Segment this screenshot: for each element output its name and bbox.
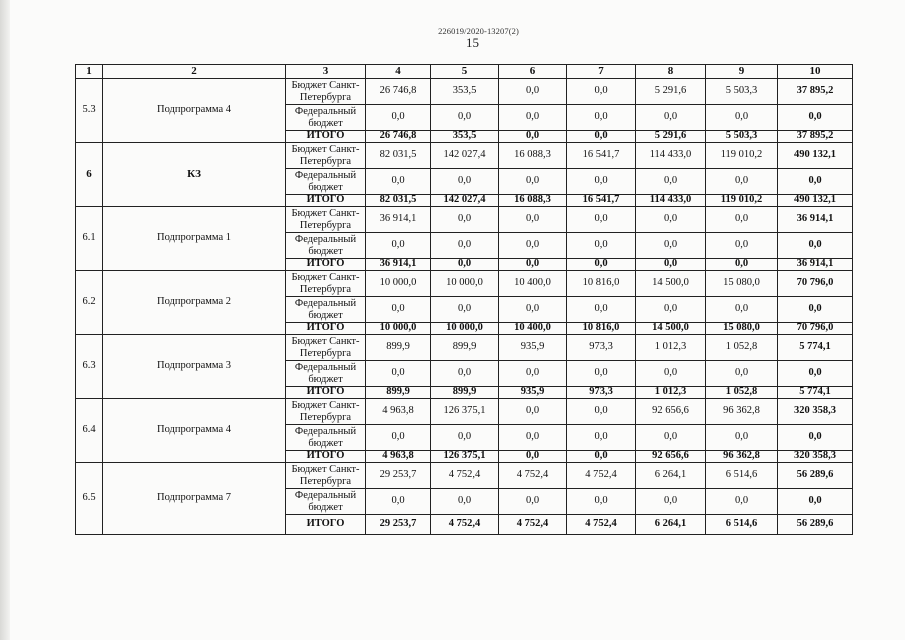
source-row [76, 463, 853, 489]
value-cell: 0,0 [431, 297, 499, 323]
funding-source: ИТОГО [286, 451, 366, 463]
value-cell: 0,0 [366, 233, 431, 259]
value-cell: 0,0 [706, 105, 778, 131]
value-cell: 0,0 [366, 297, 431, 323]
row-id: 6.5 [76, 463, 103, 535]
value-cell: 4 752,4 [499, 515, 567, 535]
value-cell: 0,0 [636, 259, 706, 271]
value-cell: 0,0 [567, 233, 636, 259]
value-cell: 6 514,6 [706, 515, 778, 535]
value-cell: 0,0 [567, 105, 636, 131]
value-cell: 1 012,3 [636, 335, 706, 361]
value-cell: 0,0 [499, 361, 567, 387]
funding-source: Бюджет Санкт-Петербурга [286, 399, 366, 425]
program-name: Подпрограмма 7 [103, 463, 286, 535]
value-cell: 0,0 [636, 233, 706, 259]
value-cell: 1 052,8 [706, 387, 778, 399]
total-cell: 490 132,1 [778, 195, 853, 207]
value-cell: 82 031,5 [366, 195, 431, 207]
value-cell: 0,0 [366, 169, 431, 195]
value-cell: 14 500,0 [636, 323, 706, 335]
total-cell: 37 895,2 [778, 79, 853, 105]
value-cell: 4 752,4 [567, 463, 636, 489]
value-cell: 0,0 [567, 297, 636, 323]
program-name: Подпрограмма 3 [103, 335, 286, 399]
value-cell: 114 433,0 [636, 143, 706, 169]
funding-source: Федеральный бюджет [286, 105, 366, 131]
value-cell: 4 752,4 [431, 515, 499, 535]
total-cell: 320 358,3 [778, 451, 853, 463]
value-cell: 0,0 [567, 259, 636, 271]
row-id: 6 [76, 143, 103, 207]
value-cell: 0,0 [567, 425, 636, 451]
value-cell: 935,9 [499, 387, 567, 399]
value-cell: 899,9 [366, 387, 431, 399]
program-name: Подпрограмма 2 [103, 271, 286, 335]
value-cell: 0,0 [706, 169, 778, 195]
total-cell: 0,0 [778, 297, 853, 323]
total-cell: 5 774,1 [778, 387, 853, 399]
value-cell: 26 746,8 [366, 79, 431, 105]
total-cell: 320 358,3 [778, 399, 853, 425]
value-cell: 899,9 [431, 387, 499, 399]
value-cell: 96 362,8 [706, 451, 778, 463]
value-cell: 36 914,1 [366, 207, 431, 233]
value-cell: 10 000,0 [366, 271, 431, 297]
program-name: Подпрограмма 4 [103, 399, 286, 463]
funding-source: Бюджет Санкт-Петербурга [286, 79, 366, 105]
value-cell: 0,0 [499, 399, 567, 425]
value-cell: 0,0 [499, 297, 567, 323]
value-cell: 0,0 [366, 425, 431, 451]
value-cell: 10 000,0 [431, 323, 499, 335]
value-cell: 0,0 [567, 451, 636, 463]
value-cell: 0,0 [567, 207, 636, 233]
value-cell: 0,0 [706, 425, 778, 451]
total-cell: 70 796,0 [778, 271, 853, 297]
value-cell: 114 433,0 [636, 195, 706, 207]
total-cell: 70 796,0 [778, 323, 853, 335]
value-cell: 6 514,6 [706, 463, 778, 489]
funding-source: Бюджет Санкт-Петербурга [286, 271, 366, 297]
value-cell: 0,0 [706, 489, 778, 515]
value-cell: 4 752,4 [499, 463, 567, 489]
value-cell: 36 914,1 [366, 259, 431, 271]
value-cell: 16 088,3 [499, 195, 567, 207]
program-name: Подпрограмма 1 [103, 207, 286, 271]
value-cell: 0,0 [431, 169, 499, 195]
value-cell: 0,0 [366, 489, 431, 515]
total-cell: 0,0 [778, 361, 853, 387]
value-cell: 6 264,1 [636, 515, 706, 535]
value-cell: 16 541,7 [567, 195, 636, 207]
value-cell: 0,0 [567, 399, 636, 425]
funding-source: Федеральный бюджет [286, 361, 366, 387]
total-cell: 0,0 [778, 105, 853, 131]
value-cell: 935,9 [499, 335, 567, 361]
value-cell: 0,0 [499, 131, 567, 143]
value-cell: 0,0 [499, 79, 567, 105]
value-cell: 973,3 [567, 387, 636, 399]
page-number: 15 [466, 35, 479, 50]
funding-source: Федеральный бюджет [286, 233, 366, 259]
funding-source: ИТОГО [286, 131, 366, 143]
value-cell: 10 816,0 [567, 323, 636, 335]
value-cell: 0,0 [499, 233, 567, 259]
value-cell: 126 375,1 [431, 399, 499, 425]
source-row [76, 399, 853, 425]
funding-source: Федеральный бюджет [286, 425, 366, 451]
value-cell: 96 362,8 [706, 399, 778, 425]
value-cell: 92 656,6 [636, 451, 706, 463]
column-number: 10 [778, 65, 853, 79]
value-cell: 10 400,0 [499, 323, 567, 335]
value-cell: 29 253,7 [366, 515, 431, 535]
total-cell: 0,0 [778, 425, 853, 451]
value-cell: 0,0 [431, 259, 499, 271]
funding-source: Бюджет Санкт-Петербурга [286, 143, 366, 169]
value-cell: 0,0 [706, 297, 778, 323]
value-cell: 0,0 [567, 361, 636, 387]
source-row [76, 207, 853, 233]
funding-source: Бюджет Санкт-Петербурга [286, 207, 366, 233]
row-id: 6.1 [76, 207, 103, 271]
row-id: 6.4 [76, 399, 103, 463]
value-cell: 0,0 [499, 169, 567, 195]
value-cell: 4 752,4 [431, 463, 499, 489]
total-cell: 0,0 [778, 169, 853, 195]
value-cell: 0,0 [431, 425, 499, 451]
funding-source: Федеральный бюджет [286, 169, 366, 195]
value-cell: 0,0 [567, 489, 636, 515]
funding-source: ИТОГО [286, 195, 366, 207]
row-id: 6.3 [76, 335, 103, 399]
value-cell: 5 291,6 [636, 131, 706, 143]
value-cell: 0,0 [366, 105, 431, 131]
value-cell: 4 963,8 [366, 399, 431, 425]
value-cell: 82 031,5 [366, 143, 431, 169]
value-cell: 119 010,2 [706, 143, 778, 169]
value-cell: 0,0 [636, 207, 706, 233]
total-cell: 0,0 [778, 233, 853, 259]
value-cell: 15 080,0 [706, 323, 778, 335]
column-number: 8 [636, 65, 706, 79]
funding-source: Бюджет Санкт-Петербурга [286, 335, 366, 361]
value-cell: 126 375,1 [431, 451, 499, 463]
column-number: 4 [366, 65, 431, 79]
funding-source: ИТОГО [286, 323, 366, 335]
value-cell: 26 746,8 [366, 131, 431, 143]
total-cell: 490 132,1 [778, 143, 853, 169]
column-number: 1 [76, 65, 103, 79]
funding-source: Федеральный бюджет [286, 297, 366, 323]
value-cell: 353,5 [431, 131, 499, 143]
value-cell: 0,0 [499, 425, 567, 451]
value-cell: 0,0 [636, 297, 706, 323]
total-cell: 56 289,6 [778, 463, 853, 489]
value-cell: 5 503,3 [706, 131, 778, 143]
scan-edge [0, 0, 10, 640]
value-cell: 973,3 [567, 335, 636, 361]
value-cell: 0,0 [499, 105, 567, 131]
value-cell: 29 253,7 [366, 463, 431, 489]
value-cell: 0,0 [567, 131, 636, 143]
value-cell: 899,9 [431, 335, 499, 361]
source-row [76, 271, 853, 297]
budget-table [75, 64, 853, 535]
column-number: 5 [431, 65, 499, 79]
value-cell: 0,0 [636, 361, 706, 387]
row-id: 6.2 [76, 271, 103, 335]
value-cell: 5 503,3 [706, 79, 778, 105]
program-name: КЗ [103, 143, 286, 207]
value-cell: 0,0 [499, 207, 567, 233]
funding-source: Федеральный бюджет [286, 489, 366, 515]
value-cell: 1 052,8 [706, 335, 778, 361]
value-cell: 0,0 [706, 259, 778, 271]
value-cell: 0,0 [636, 425, 706, 451]
value-cell: 10 400,0 [499, 271, 567, 297]
total-cell: 37 895,2 [778, 131, 853, 143]
funding-source: ИТОГО [286, 515, 366, 535]
value-cell: 0,0 [499, 489, 567, 515]
value-cell: 16 088,3 [499, 143, 567, 169]
value-cell: 0,0 [706, 361, 778, 387]
value-cell: 14 500,0 [636, 271, 706, 297]
value-cell: 0,0 [499, 259, 567, 271]
value-cell: 4 963,8 [366, 451, 431, 463]
column-number: 6 [499, 65, 567, 79]
value-cell: 0,0 [431, 207, 499, 233]
value-cell: 1 012,3 [636, 387, 706, 399]
funding-source: ИТОГО [286, 259, 366, 271]
value-cell: 0,0 [499, 451, 567, 463]
value-cell: 5 291,6 [636, 79, 706, 105]
document-code: 226019/2020-13207(2) [438, 26, 519, 36]
total-cell: 36 914,1 [778, 207, 853, 233]
value-cell: 0,0 [636, 489, 706, 515]
column-number: 7 [567, 65, 636, 79]
value-cell: 899,9 [366, 335, 431, 361]
value-cell: 119 010,2 [706, 195, 778, 207]
total-cell: 56 289,6 [778, 515, 853, 535]
value-cell: 0,0 [567, 79, 636, 105]
value-cell: 0,0 [636, 169, 706, 195]
column-number: 2 [103, 65, 286, 79]
program-name: Подпрограмма 4 [103, 79, 286, 143]
column-number-row [76, 65, 853, 79]
value-cell: 0,0 [706, 233, 778, 259]
total-cell: 36 914,1 [778, 259, 853, 271]
value-cell: 0,0 [366, 361, 431, 387]
value-cell: 4 752,4 [567, 515, 636, 535]
value-cell: 0,0 [431, 489, 499, 515]
value-cell: 10 000,0 [366, 323, 431, 335]
source-row [76, 335, 853, 361]
table-body [76, 65, 853, 535]
column-number: 9 [706, 65, 778, 79]
value-cell: 15 080,0 [706, 271, 778, 297]
value-cell: 142 027,4 [431, 143, 499, 169]
value-cell: 0,0 [636, 105, 706, 131]
total-cell: 0,0 [778, 489, 853, 515]
value-cell: 6 264,1 [636, 463, 706, 489]
value-cell: 16 541,7 [567, 143, 636, 169]
value-cell: 0,0 [431, 233, 499, 259]
value-cell: 0,0 [431, 105, 499, 131]
value-cell: 353,5 [431, 79, 499, 105]
source-row [76, 79, 853, 105]
value-cell: 0,0 [431, 361, 499, 387]
value-cell: 92 656,6 [636, 399, 706, 425]
total-cell: 5 774,1 [778, 335, 853, 361]
funding-source: ИТОГО [286, 387, 366, 399]
value-cell: 10 000,0 [431, 271, 499, 297]
value-cell: 142 027,4 [431, 195, 499, 207]
funding-source: Бюджет Санкт-Петербурга [286, 463, 366, 489]
column-number: 3 [286, 65, 366, 79]
value-cell: 0,0 [706, 207, 778, 233]
source-row [76, 143, 853, 169]
value-cell: 10 816,0 [567, 271, 636, 297]
value-cell: 0,0 [567, 169, 636, 195]
row-id: 5.3 [76, 79, 103, 143]
